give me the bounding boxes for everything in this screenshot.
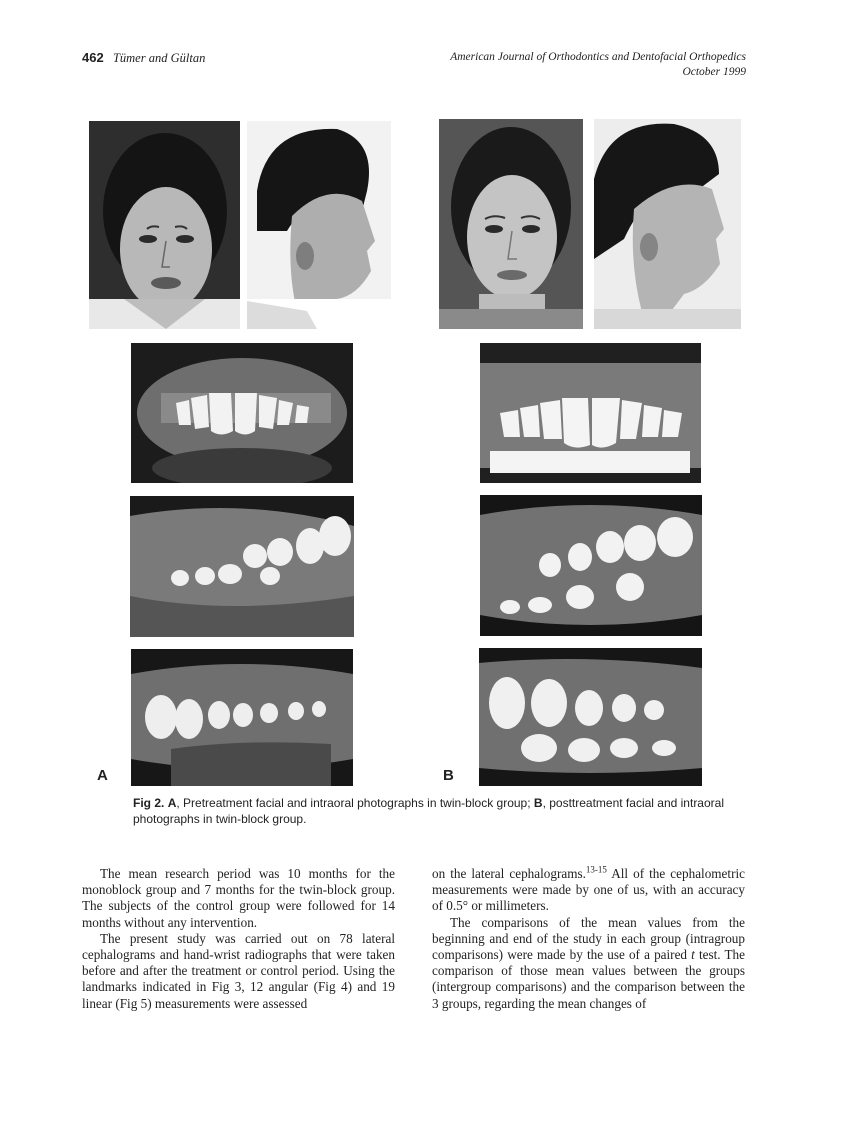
caption-fig-label: Fig 2. xyxy=(133,796,165,810)
figure-caption xyxy=(133,795,733,827)
photo-b-intraoral-right xyxy=(480,495,702,636)
caption-b-label: B xyxy=(533,796,543,810)
photo-a-intraoral-left xyxy=(131,649,353,786)
photo-b-frontal-face xyxy=(439,119,583,329)
running-header-right xyxy=(450,50,746,80)
right-paragraph-2 xyxy=(432,915,745,1012)
right-paragraph-1 xyxy=(432,866,745,915)
photo-a-intraoral-frontal xyxy=(131,343,353,483)
running-header-left xyxy=(82,50,205,66)
right-p1-text-cont: All of the cephalometric measurements were made by one of us, with an accuracy of 0.5° or millimeters. xyxy=(432,866,745,914)
panel-label-a: A xyxy=(97,767,108,784)
journal-title: American Journal of Orthodontics and Dentofacial Orthopedics xyxy=(450,51,746,63)
photo-b-intraoral-frontal xyxy=(480,343,701,483)
caption-a-label: A xyxy=(167,796,177,810)
left-paragraph-1: The mean research period was 10 months for the monoblock group and 7 months for the twin-block group. The subjects of the control group were followed for 14 months without any intervention. xyxy=(82,866,395,930)
caption-a-text: , Pretreatment facial and intraoral photographs in twin-block group; xyxy=(176,796,534,810)
right-p1-text: on the lateral cephalograms. xyxy=(432,866,586,881)
journal-issue: October 1999 xyxy=(682,66,746,78)
right-p2-text: The comparisons of the mean values from the beginning and end of the study in each group (intragroup comparisons) were made by the use of a paired xyxy=(432,914,745,963)
running-authors: Tümer and Gültan xyxy=(112,51,206,65)
reference-superscript: 13-15 xyxy=(585,864,607,875)
page-number: 462 xyxy=(82,50,104,65)
body-right-column xyxy=(432,866,745,1012)
photo-b-profile-face xyxy=(594,119,741,329)
photo-a-intraoral-right xyxy=(130,496,354,637)
left-paragraph-2: The present study was carried out on 78 lateral cephalograms and hand-wrist radiographs that were taken before and after the treatment or control period. Using the landmarks indicated in Fig 3, 12 angular (Fig 4) and 19 linear (Fig 5) measurements were assessed xyxy=(82,930,395,1011)
caption-b-text: , posttreatment facial and intraoral photographs in twin-block group. xyxy=(133,796,724,826)
right-p2-text-cont: test. The comparison of those mean values between the groups (intergroup comparisons) and the comparison between the 3 groups, regarding the mean changes of xyxy=(432,947,745,1011)
photo-a-profile-face xyxy=(247,121,391,329)
t-italic: t xyxy=(691,947,695,963)
photo-a-frontal-face xyxy=(89,121,240,329)
panel-label-b: B xyxy=(443,767,454,784)
photo-b-intraoral-left xyxy=(479,648,702,786)
body-left-column xyxy=(82,866,395,1012)
